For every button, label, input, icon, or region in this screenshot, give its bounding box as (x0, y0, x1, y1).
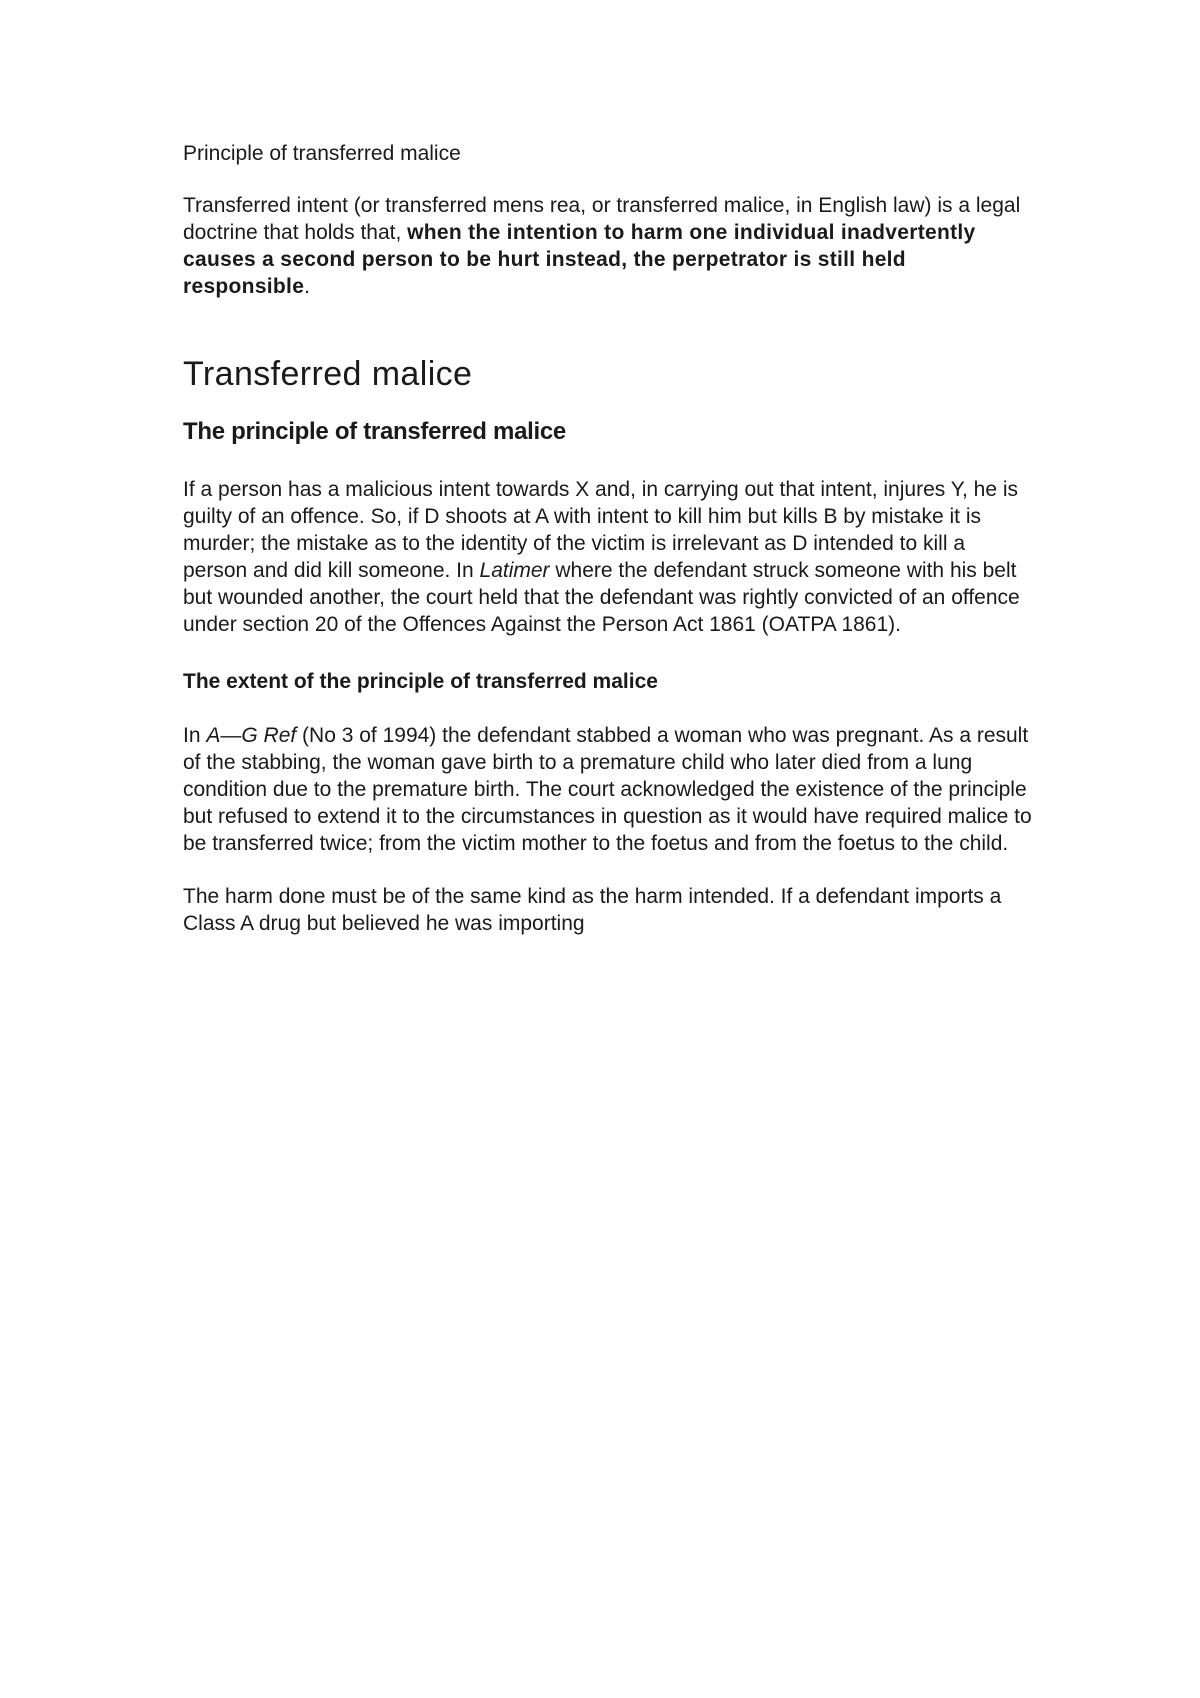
main-heading: Transferred malice (183, 355, 473, 393)
case-name-latimer: Latimer (479, 559, 550, 582)
document-page (183, 140, 1033, 937)
section2-p1-lead-text: In (183, 724, 207, 747)
document-title: Principle of transferred malice (183, 142, 461, 165)
section2-paragraph-2: The harm done must be of the same kind as the harm intended. If a defendant imports a Class A drug but believed he was importing (183, 885, 1002, 935)
section1-heading: The principle of transferred malice (183, 418, 566, 445)
section2-p1-tail-text: (No 3 of 1994) the defendant stabbed a woman who was pregnant. As a result of the stabbing, the woman gave birth to a premature child who later died from a lung condition due to the premature birth. The court acknowledged the existence of the principle but refused to extend it to the circumstances in question as it would have required malice to be transferred twice; from the victim mother to the foetus and from the foetus to the child. (183, 724, 1032, 855)
intro-trailing-text: . (304, 275, 311, 298)
case-name-ag-ref: A—G Ref (206, 724, 297, 747)
section1-lead-text: If a person has a malicious intent towards X and, in carrying out that intent, injures Y, he is guilty of an offence. So, if D shoots at A with intent to kill him but kills B by mistake it is murder; the mistake as to the identity of the victim is irrelevant as D intended to kill a person and did kill someone. In (183, 478, 1019, 582)
intro-paragraph (183, 192, 1033, 300)
section1-paragraph (183, 476, 1033, 638)
section2-paragraph-1 (183, 722, 1033, 857)
intro-bold-text: when the intention to harm one individual inadvertently causes a second person to be hurt instead, the perpetrator is still held responsible (183, 221, 976, 298)
intro-lead-text: Transferred intent (or transferred mens rea, or transferred malice, in English law) is a legal doctrine that holds that, (183, 194, 1021, 244)
section1-tail-text: where the defendant struck someone with his belt but wounded another, the court held that the defendant was rightly convicted of an offence under section 20 of the Offences Against the Person Act 1861 (OATPA 1861). (183, 559, 1020, 636)
section2-heading: The extent of the principle of transferred malice (183, 670, 658, 693)
